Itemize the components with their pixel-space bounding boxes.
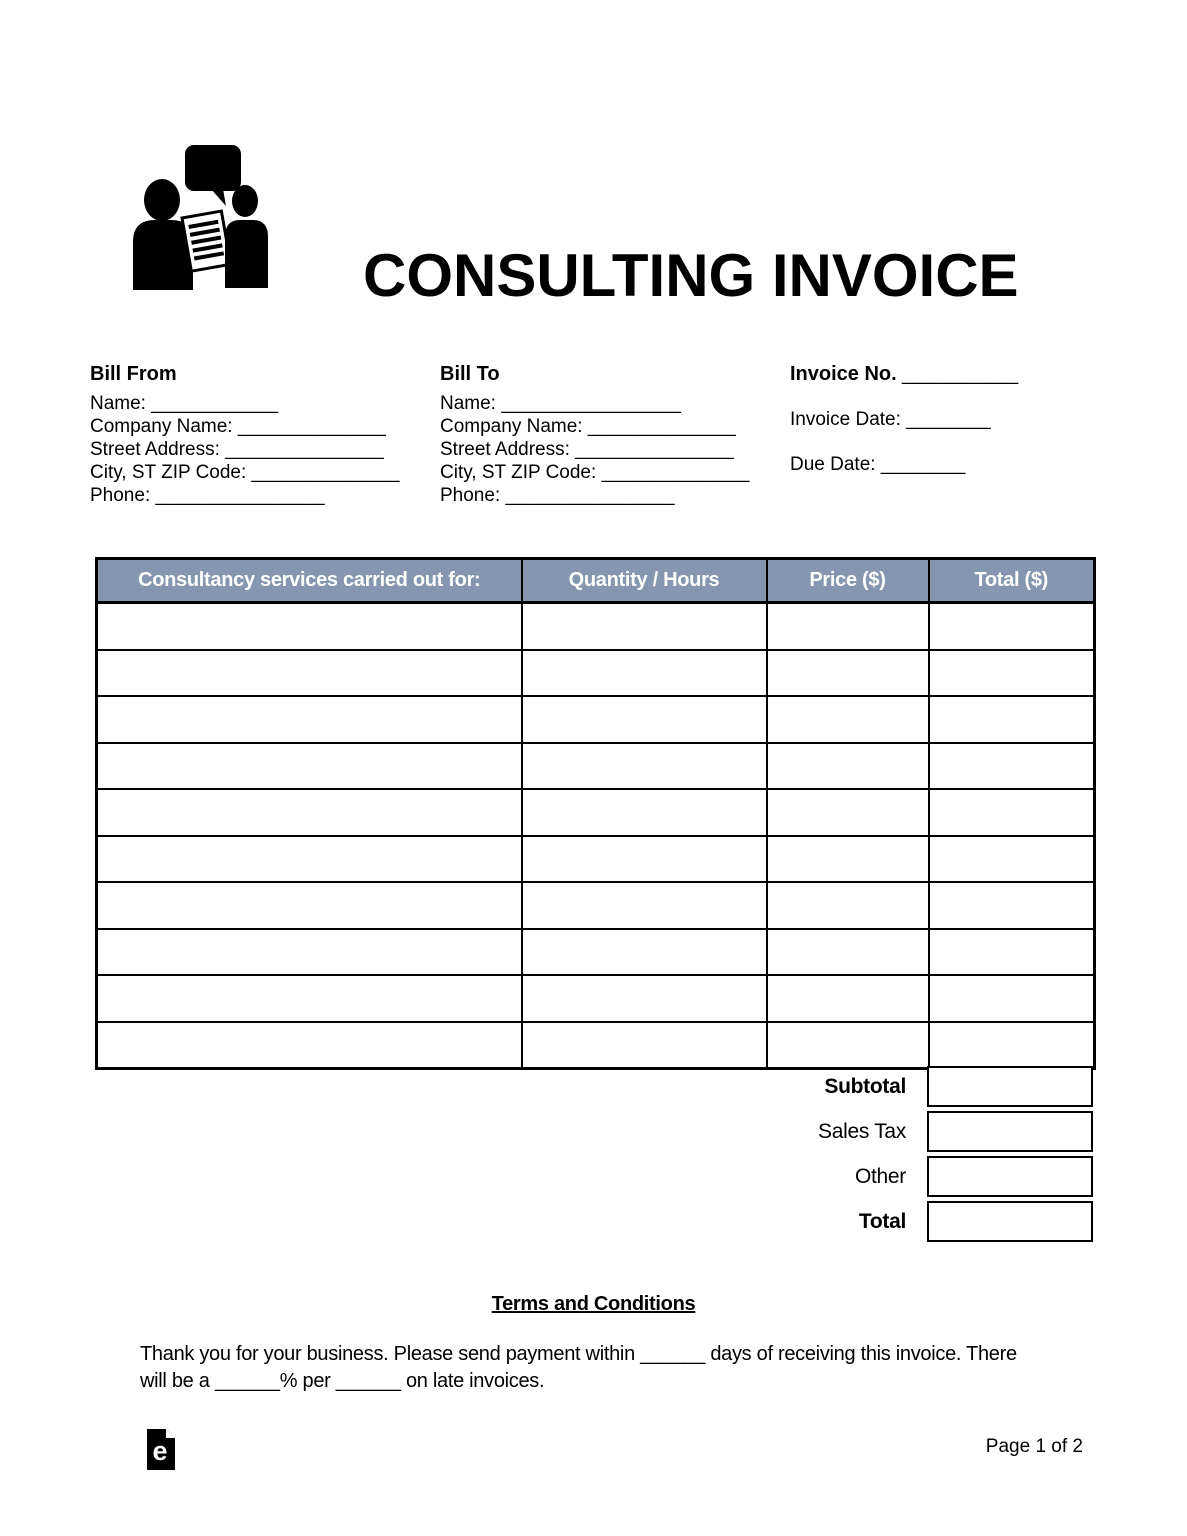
items-table-cell	[97, 696, 522, 743]
items-table-header-row	[97, 559, 1095, 603]
page-number: Page 1 of 2	[985, 1436, 1083, 1457]
items-table-cell	[929, 975, 1095, 1022]
items-header-total: Total ($)	[929, 559, 1095, 603]
items-table-row	[97, 975, 1095, 1022]
invoice-meta-section	[790, 363, 1018, 499]
bill-from-heading: Bill From	[90, 363, 177, 385]
other-label: Other	[854, 1165, 906, 1188]
items-table-cell	[929, 1022, 1095, 1069]
items-table-cell	[97, 975, 522, 1022]
items-table-cell	[767, 975, 929, 1022]
items-table-cell	[522, 650, 767, 697]
items-table-cell	[522, 696, 767, 743]
bill-to-phone-line: Phone: ________________	[440, 485, 675, 506]
eforms-document-icon	[147, 1429, 175, 1470]
items-table-cell	[929, 929, 1095, 976]
items-table-cell	[767, 1022, 929, 1069]
items-table-row	[97, 1022, 1095, 1069]
items-table-cell	[97, 650, 522, 697]
invoice-no-label: Invoice No.	[790, 363, 897, 385]
items-table-cell	[522, 929, 767, 976]
consulting-people-icon	[133, 140, 273, 312]
items-header-services: Consultancy services carried out for:	[97, 559, 522, 603]
items-table-cell	[767, 882, 929, 929]
bill-from-company-line: Company Name: ______________	[90, 416, 386, 437]
items-table-cell	[522, 789, 767, 836]
items-table-cell	[97, 603, 522, 650]
bill-from-name-line: Name: ____________	[90, 393, 279, 414]
items-table-cell	[929, 789, 1095, 836]
items-table-cell	[767, 929, 929, 976]
bill-to-heading: Bill To	[440, 363, 500, 385]
items-table-cell	[929, 696, 1095, 743]
bill-to-city-line: City, ST ZIP Code: ______________	[440, 462, 750, 483]
bill-to-name-line: Name: _________________	[440, 393, 681, 414]
items-table-row	[97, 836, 1095, 883]
items-table-cell	[929, 743, 1095, 790]
terms-body	[140, 1341, 1040, 1395]
items-table-cell	[767, 836, 929, 883]
items-table-row	[97, 882, 1095, 929]
items-table-row	[97, 929, 1095, 976]
due-date-line: Due Date: ________	[790, 454, 966, 475]
items-table-cell	[522, 975, 767, 1022]
items-table	[95, 557, 1096, 1070]
items-table-cell	[767, 650, 929, 697]
subtotal-value-box	[927, 1066, 1093, 1107]
bill-to-company-line: Company Name: ______________	[440, 416, 736, 437]
items-table-cell	[929, 836, 1095, 883]
items-table-row	[97, 650, 1095, 697]
items-table-cell	[97, 929, 522, 976]
items-table-row	[97, 743, 1095, 790]
items-table-cell	[767, 743, 929, 790]
subtotal-label: Subtotal	[824, 1075, 906, 1098]
items-table-row	[97, 696, 1095, 743]
items-table-cell	[522, 743, 767, 790]
items-table-body	[97, 603, 1095, 1069]
terms-heading: Terms and Conditions	[491, 1293, 696, 1315]
bill-to-street-line: Street Address: _______________	[440, 439, 734, 460]
sales-tax-label: Sales Tax	[818, 1120, 906, 1143]
items-table-cell	[522, 836, 767, 883]
items-table-cell	[97, 882, 522, 929]
items-table-cell	[522, 1022, 767, 1069]
items-table-cell	[929, 882, 1095, 929]
items-table-cell	[97, 789, 522, 836]
items-table-cell	[97, 1022, 522, 1069]
items-table-cell	[522, 603, 767, 650]
invoice-date-line: Invoice Date: ________	[790, 409, 991, 430]
items-header-price: Price ($)	[767, 559, 929, 603]
terms-line: will be a ______% per ______ on late invoices.	[140, 1370, 545, 1392]
items-table-cell	[767, 696, 929, 743]
bill-from-phone-line: Phone: ________________	[90, 485, 325, 506]
terms-line: Thank you for your business. Please send payment within ______ days of receiving this invoice. There	[140, 1343, 1017, 1365]
items-table-cell	[929, 650, 1095, 697]
items-table-cell	[522, 882, 767, 929]
other-value-box	[927, 1156, 1093, 1197]
items-table-cell	[97, 836, 522, 883]
invoice-no-blank: ___________	[901, 364, 1019, 385]
items-table-cell	[97, 743, 522, 790]
invoice-no-line	[790, 363, 1018, 386]
items-table-cell	[767, 603, 929, 650]
items-table-cell	[767, 789, 929, 836]
bill-to-section	[440, 363, 750, 507]
items-table-row	[97, 789, 1095, 836]
page-title: CONSULTING INVOICE	[363, 242, 1019, 309]
bill-from-city-line: City, ST ZIP Code: ______________	[90, 462, 400, 483]
bill-from-section	[90, 363, 400, 507]
items-table-cell	[929, 603, 1095, 650]
svg-text:e: e	[152, 1436, 168, 1466]
items-header-quantity: Quantity / Hours	[522, 559, 767, 603]
total-label: Total	[858, 1210, 906, 1233]
bill-from-street-line: Street Address: _______________	[90, 439, 384, 460]
items-table-row	[97, 603, 1095, 650]
total-value-box	[927, 1201, 1093, 1242]
sales-tax-value-box	[927, 1111, 1093, 1152]
